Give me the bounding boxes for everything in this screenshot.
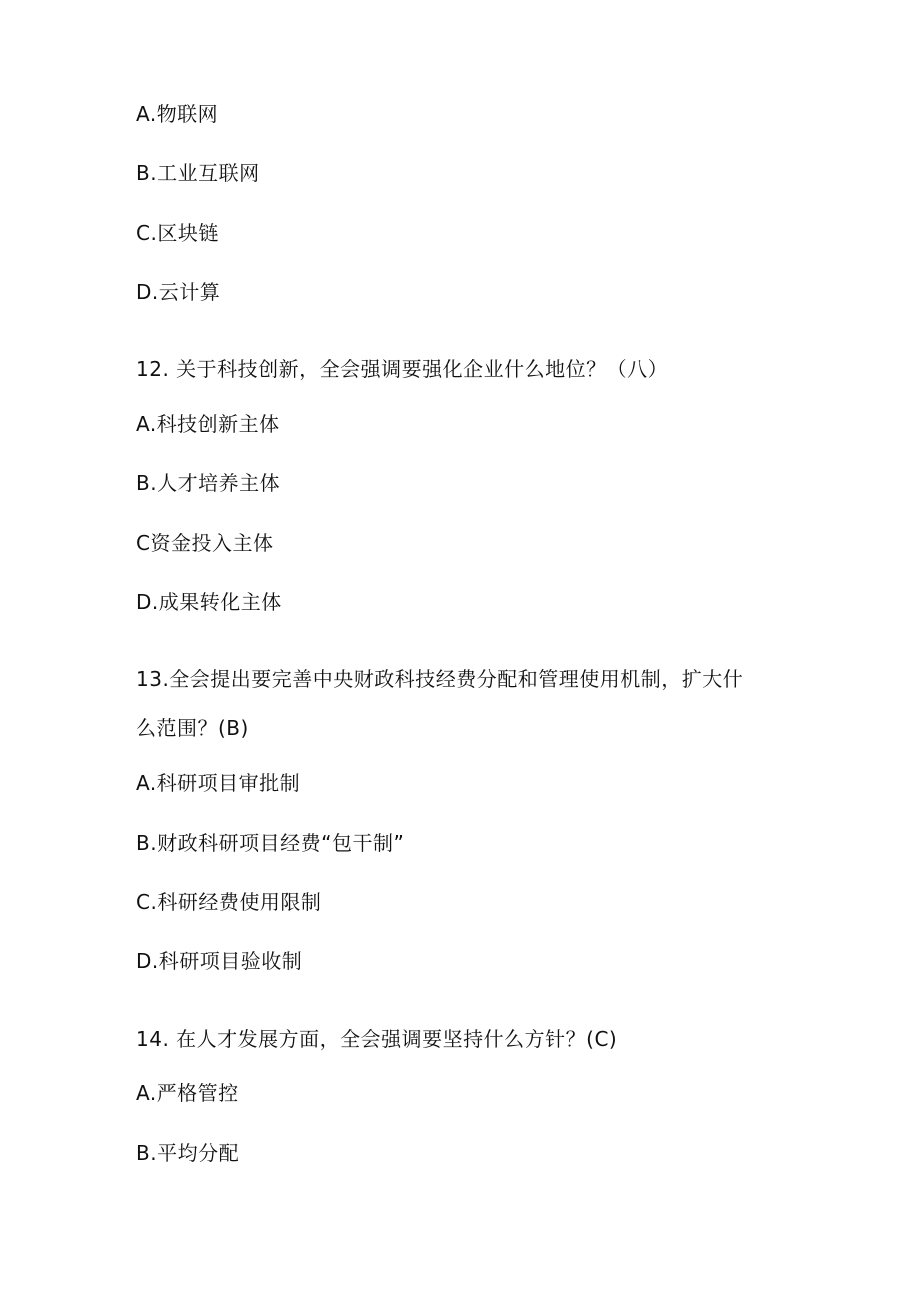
q14-option-a: A.严格管控	[136, 1081, 239, 1105]
q13-option-c: C.科研经费使用限制	[136, 890, 322, 914]
q12-option-c: C资金投入主体	[136, 531, 274, 555]
q11-option-a: A.物联网	[136, 102, 219, 126]
q12-option-a: A.科技创新主体	[136, 412, 280, 436]
q11-option-b: B.工业互联网	[136, 161, 260, 185]
q13-question-line1: 13.全会提出要完善中央财政科技经费分配和管理使用机制，扩大什	[136, 667, 744, 691]
q13-option-d: D.科研项目验收制	[136, 949, 303, 973]
q13-option-b: B.财政科研项目经费“包干制”	[136, 831, 405, 855]
q14-question: 14. 在人才发展方面，全会强调要坚持什么方针？(C)	[136, 1027, 618, 1051]
q13-question-line2: 么范围？(B)	[136, 716, 249, 740]
q12-question: 12. 关于科技创新，全会强调要强化企业什么地位？（八）	[136, 357, 669, 381]
q13-option-a: A.科研项目审批制	[136, 771, 301, 795]
q11-option-d: D.云计算	[136, 280, 221, 304]
q14-option-b: B.平均分配	[136, 1141, 240, 1165]
q12-option-b: B.人才培养主体	[136, 471, 281, 495]
q12-option-d: D.成果转化主体	[136, 590, 282, 614]
q11-option-c: C.区块链	[136, 221, 219, 245]
